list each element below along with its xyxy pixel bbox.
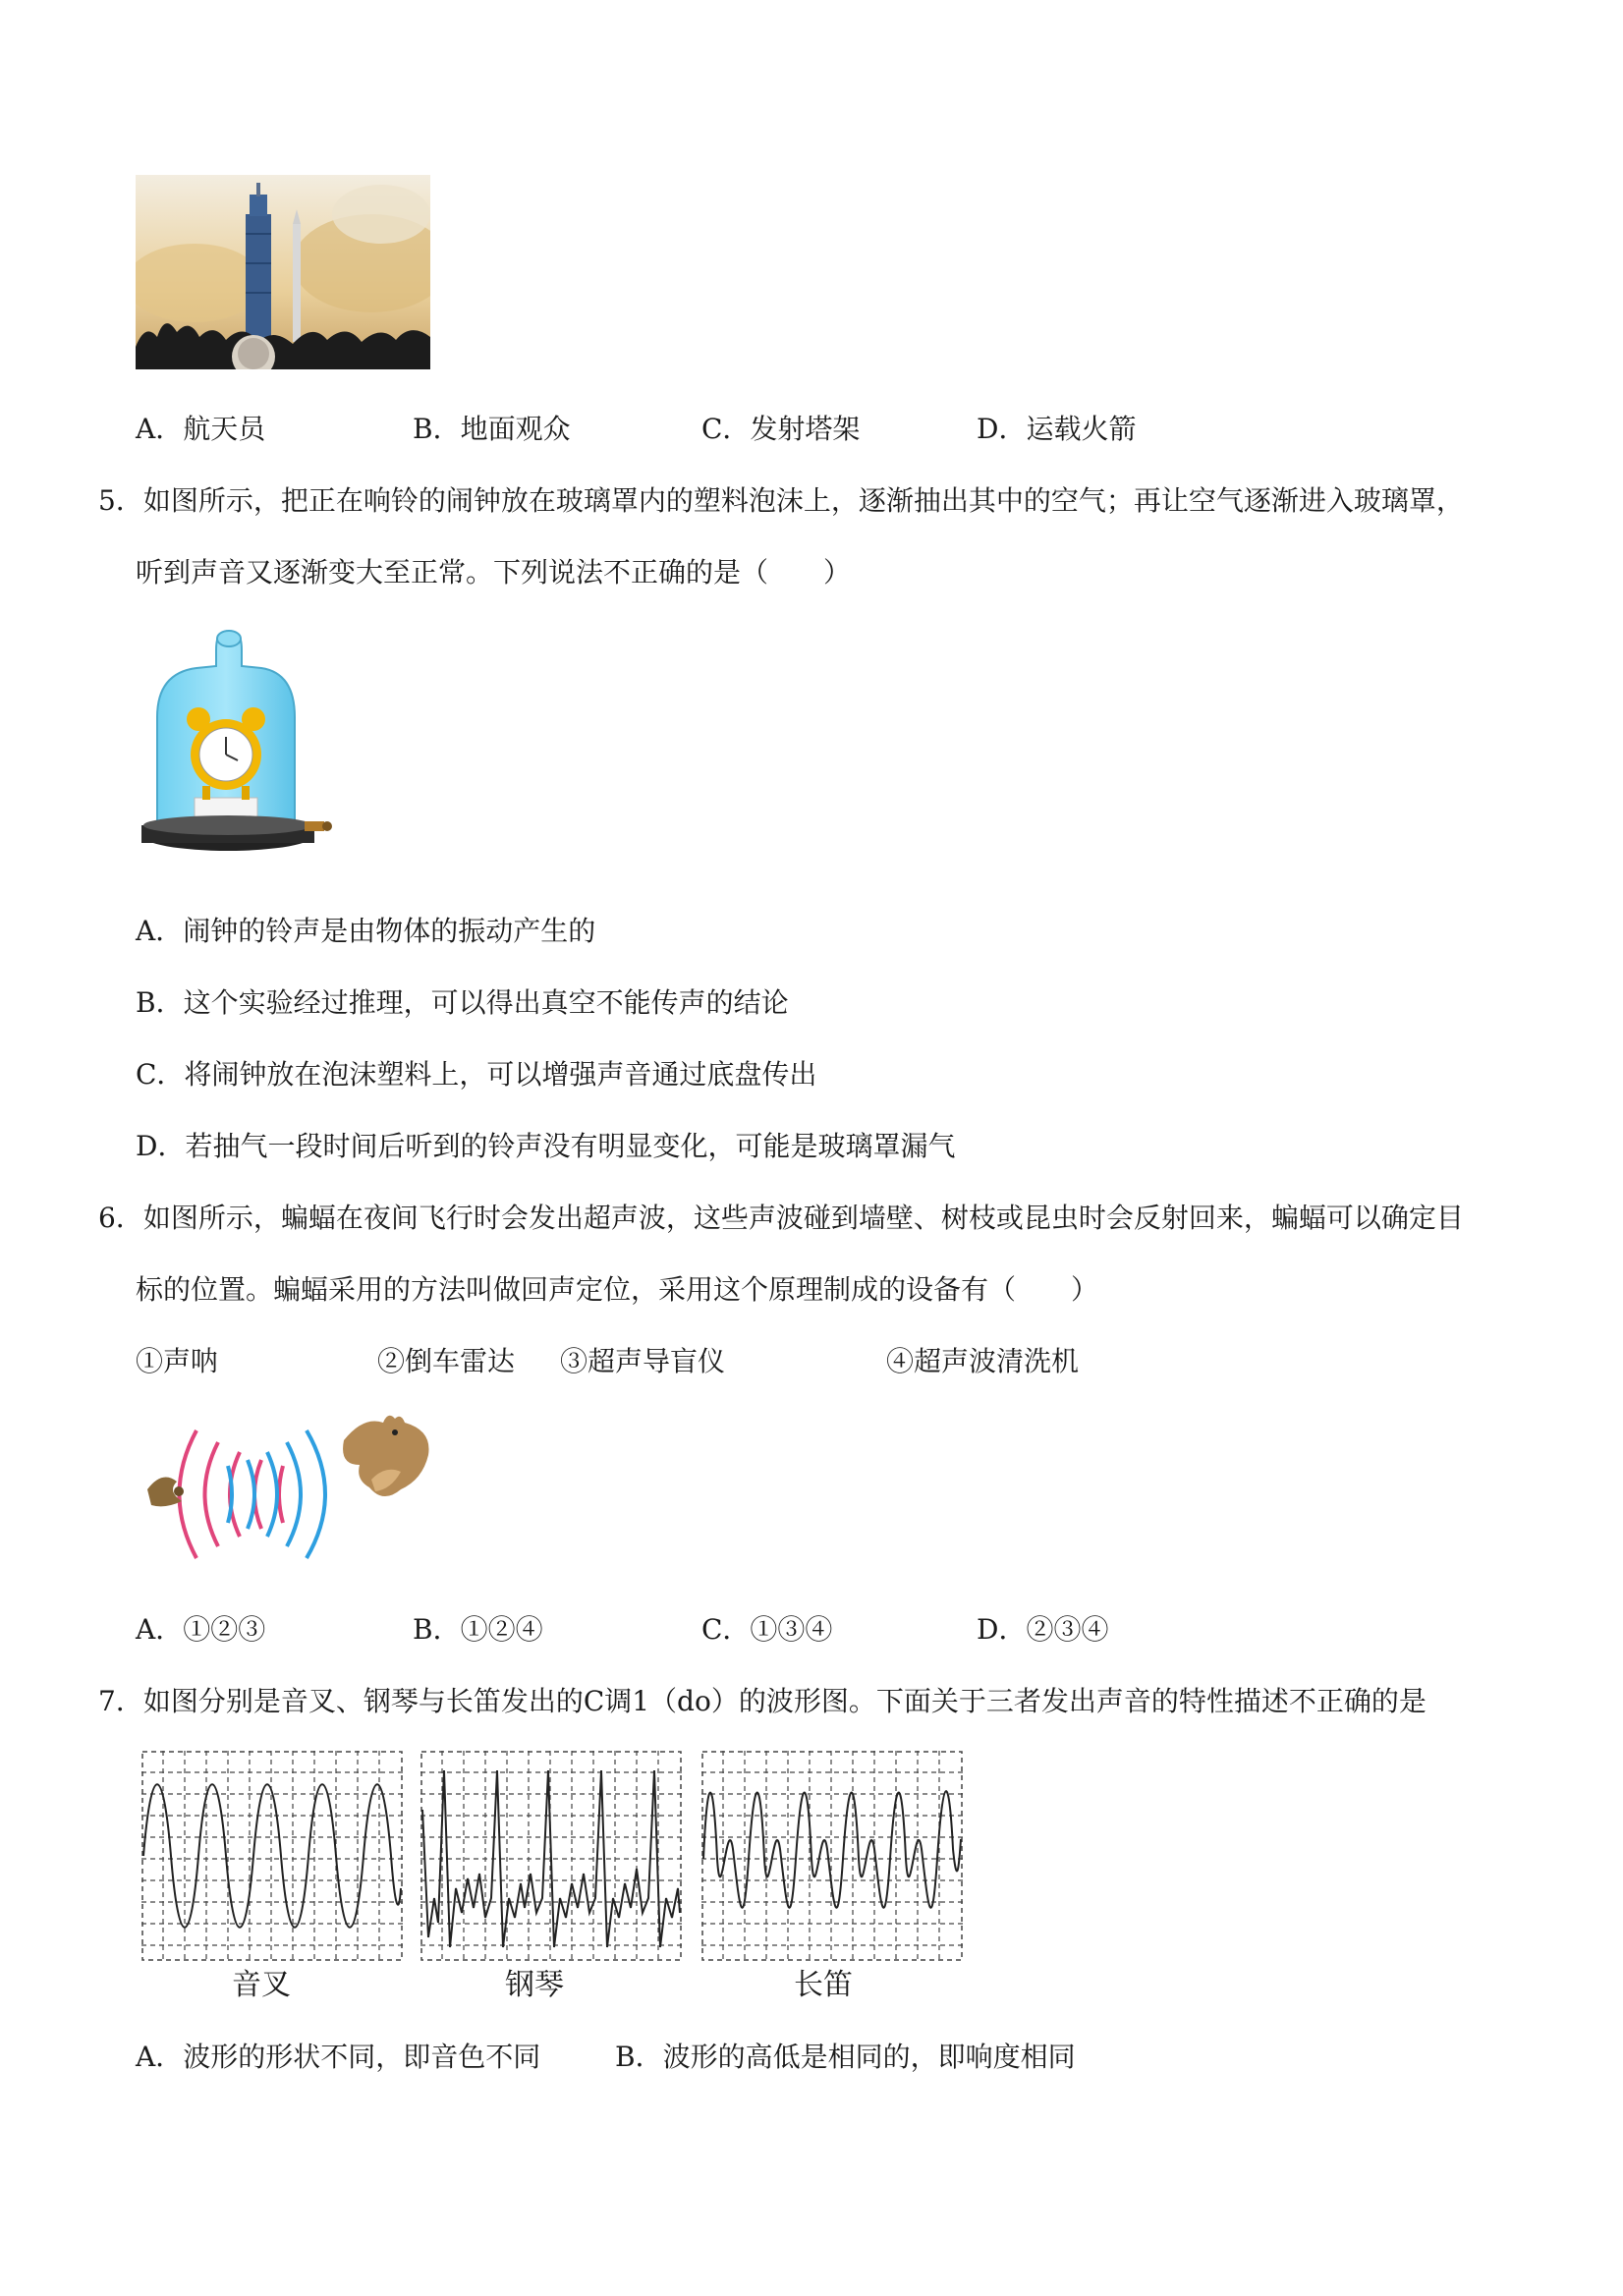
tuning-fork-label: 音叉 — [232, 1968, 291, 2002]
q6-device-1: ①声呐 — [136, 1345, 219, 1377]
piano-label: 钢琴 — [505, 1968, 564, 2002]
q6-option-d[interactable]: D．②③④ — [977, 1613, 1109, 1646]
rocket-launch-photo — [136, 175, 430, 369]
q5-stem-line2: 听到声音又逐渐变大至正常。下列说法不正确的是（ ） — [136, 556, 852, 588]
q7-option-b[interactable]: B．波形的高低是相同的，即响度相同 — [615, 2041, 1076, 2073]
q6-device-2: ②倒车雷达 — [377, 1345, 516, 1377]
q6-device-3: ③超声导盲仪 — [560, 1345, 726, 1377]
flute-label: 长笛 — [794, 1968, 853, 2002]
q6-stem-line2: 标的位置。蝙蝠采用的方法叫做回声定位，采用这个原理制成的设备有（ ） — [136, 1273, 1099, 1306]
q5-stem-line1: 5．如图所示，把正在响铃的闹钟放在玻璃罩内的塑料泡沫上，逐渐抽出其中的空气；再让空气逐渐进入玻璃罩， — [98, 484, 1464, 517]
q6-device-4: ④超声波清洗机 — [886, 1345, 1080, 1377]
bell-jar-alarm-clock-figure — [138, 629, 334, 865]
q4-option-b[interactable]: B．地面观众 — [413, 413, 571, 445]
q5-option-b[interactable]: B．这个实验经过推理，可以得出真空不能传声的结论 — [136, 986, 789, 1019]
q4-option-a[interactable]: A．航天员 — [136, 413, 266, 445]
q4-option-d[interactable]: D．运载火箭 — [977, 413, 1137, 445]
bat-echolocation-figure — [138, 1411, 452, 1578]
q5-option-a[interactable]: A．闹钟的铃声是由物体的振动产生的 — [136, 915, 596, 947]
q6-option-b[interactable]: B．①②④ — [413, 1613, 543, 1646]
q5-option-d[interactable]: D．若抽气一段时间后听到的铃声没有明显变化，可能是玻璃罩漏气 — [136, 1130, 956, 1162]
flute-waveform — [701, 1751, 963, 1961]
tuning-fork-waveform — [141, 1751, 403, 1961]
q5-option-c[interactable]: C．将闹钟放在泡沫塑料上，可以增强声音通过底盘传出 — [136, 1058, 817, 1091]
q4-option-c[interactable]: C．发射塔架 — [701, 413, 861, 445]
q6-option-a[interactable]: A．①②③ — [136, 1613, 266, 1646]
piano-waveform — [420, 1751, 682, 1961]
q7-option-a[interactable]: A．波形的形状不同，即音色不同 — [136, 2041, 541, 2073]
q6-stem-line1: 6．如图所示，蝙蝠在夜间飞行时会发出超声波，这些声波碰到墙壁、树枝或昆虫时会反射回来，蝙蝠可以确定目 — [98, 1202, 1464, 1234]
q6-option-c[interactable]: C．①③④ — [701, 1613, 833, 1646]
q7-stem: 7．如图分别是音叉、钢琴与长笛发出的C调1（do）的波形图。下面关于三者发出声音的特性描述不正确的是 — [98, 1685, 1427, 1717]
